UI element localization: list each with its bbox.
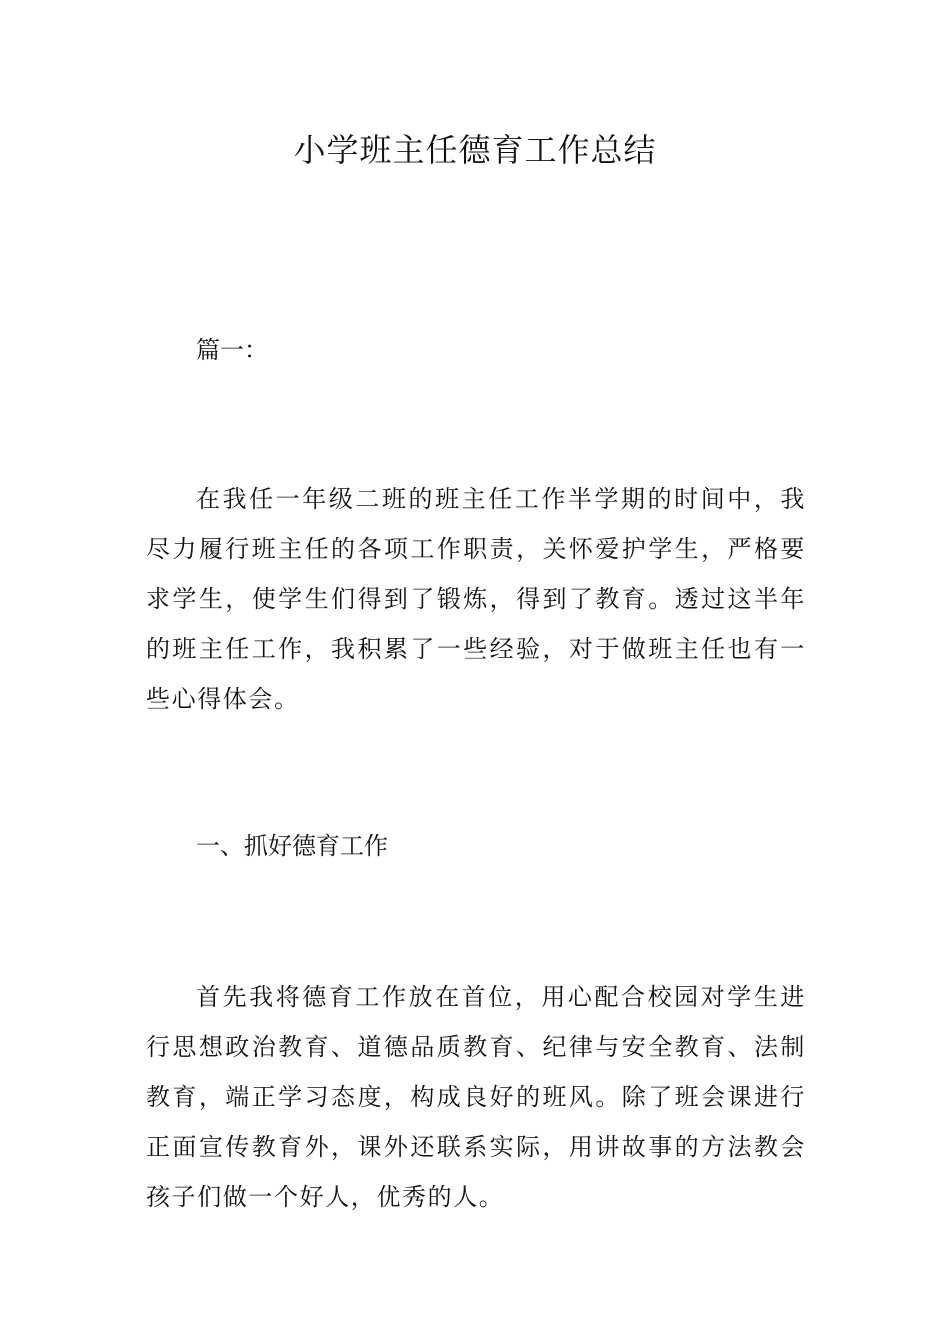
section-label: 篇一：	[196, 336, 268, 364]
paragraph-intro: 在我任一年级二班的班主任工作半学期的时间中，我尽力履行班主任的各项工作职责，关怀爱护学生，严格要求学生，使学生们得到了锻炼，得到了教育。透过这半年的班主任工作，我积累了一些经验，对于做班主任也有一些心得体会。	[146, 485, 806, 713]
paragraph-moral-education: 首先我将德育工作放在首位，用心配合校园对学生进行思想政治教育、道德品质教育、纪律与安全教育、法制教育，端正学习态度，构成良好的班风。除了班会课进行正面宣传教育外，课外还联系实际，用讲故事的方法教会孩子们做一个好人，优秀的人。	[146, 983, 806, 1211]
section-heading-moral-education: 一、抓好德育工作	[196, 832, 388, 860]
document-title: 小学班主任德育工作总结	[293, 131, 657, 169]
